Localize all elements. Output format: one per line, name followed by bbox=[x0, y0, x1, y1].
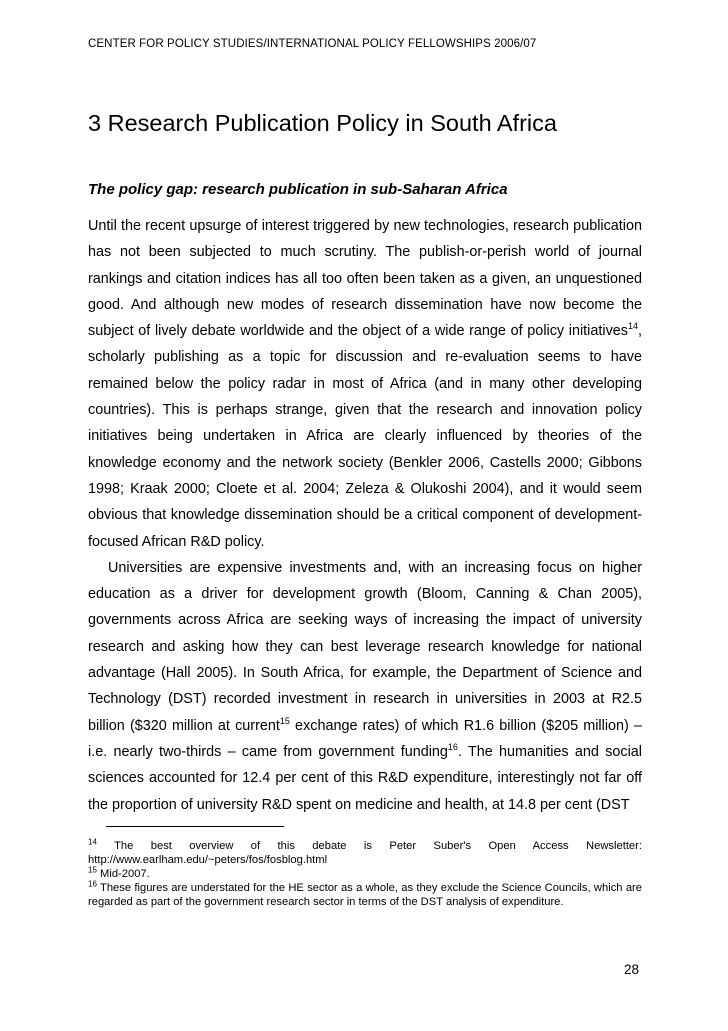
running-header: CENTER FOR POLICY STUDIES/INTERNATIONAL POLICY FELLOWSHIPS 2006/07 bbox=[88, 38, 537, 50]
footnote bbox=[88, 837, 642, 868]
footnotes bbox=[88, 837, 642, 910]
footnote-text: The best overview of this debate is Peter Suber's Open Access Newsletter: http://www.earlham.edu/~peters/fos/fosblog.html bbox=[88, 840, 642, 866]
footnote-text: These figures are understated for the HE sector as a whole, as they exclude the Science Councils, which are regarded as part of the government research sector in terms of the DST analysis of expenditure. bbox=[88, 881, 642, 908]
footnote-separator bbox=[106, 826, 284, 827]
page-number: 28 bbox=[624, 962, 640, 977]
footnote-ref-16[interactable]: 16 bbox=[447, 742, 458, 753]
paragraph-2 bbox=[88, 555, 642, 818]
body-text bbox=[88, 213, 642, 818]
footnote-ref-15[interactable]: 15 bbox=[279, 715, 290, 726]
footnote bbox=[88, 878, 642, 910]
paragraph-2-text-a: Universities are expensive investments and, with an increasing focus on higher education as a driver for development growth (Bloom, Canning & Chan 2005), governments across Africa are seeking ways of increasing the impact of university research and asking how they can best leverage research knowledge for national advantage (Hall 2005). In South Africa, for example, the Department of Science and Technology (DST) recorded investment in research in universities in 2003 at R2.5 billion ($320 million at current bbox=[88, 559, 642, 734]
footnote bbox=[88, 865, 642, 882]
footnote-number: 16 bbox=[88, 878, 97, 888]
footnote-ref-14[interactable]: 14 bbox=[627, 321, 638, 332]
paragraph-1-text-b: , scholarly publishing as a topic for discussion and re-evaluation seems to have remained below the policy radar in most of Africa (and in many other developing countries). This is perhaps strange, given that the research and innovation policy initiatives being undertaken in Africa are clearly influenced by theories of the knowledge economy and the network society (Benkler 2006, Castells 2000; Gibbons 1998; Kraak 2000; Cloete et al. 2004; Zeleza & Olukoshi 2004), and it would seem obvious that knowledge dissemination should be a critical component of development-focused African R&D policy. bbox=[88, 323, 642, 550]
footnote-number: 14 bbox=[88, 837, 97, 847]
footnote-number: 15 bbox=[88, 865, 97, 875]
paragraph-1 bbox=[88, 213, 642, 555]
footnote-text: Mid-2007. bbox=[96, 867, 150, 880]
paragraph-2-text-c: . The humanities and social sciences accounted for 12.4 per cent of this R&D expenditure, interestingly not far off the proportion of university R&D spent on medicine and health, at 14.8 per cent (DST bbox=[88, 743, 642, 813]
paragraph-1-text-a: Until the recent upsurge of interest triggered by new technologies, research publication has not been subjected to much scrutiny. The publish-or-perish world of journal rankings and citation indices has all too often been taken as a given, an unquestioned good. And although new modes of research dissemination have now become the subject of lively debate worldwide and the object of a wide range of policy initiatives bbox=[88, 218, 642, 340]
chapter-title: 3 Research Publication Policy in South Africa bbox=[88, 110, 557, 136]
paragraph-2-text-b: exchange rates) of which R1.6 billion ($205 million) – i.e. nearly two-thirds – came from government funding bbox=[88, 717, 643, 760]
section-subheading: The policy gap: research publication in sub-Saharan Africa bbox=[88, 181, 508, 198]
